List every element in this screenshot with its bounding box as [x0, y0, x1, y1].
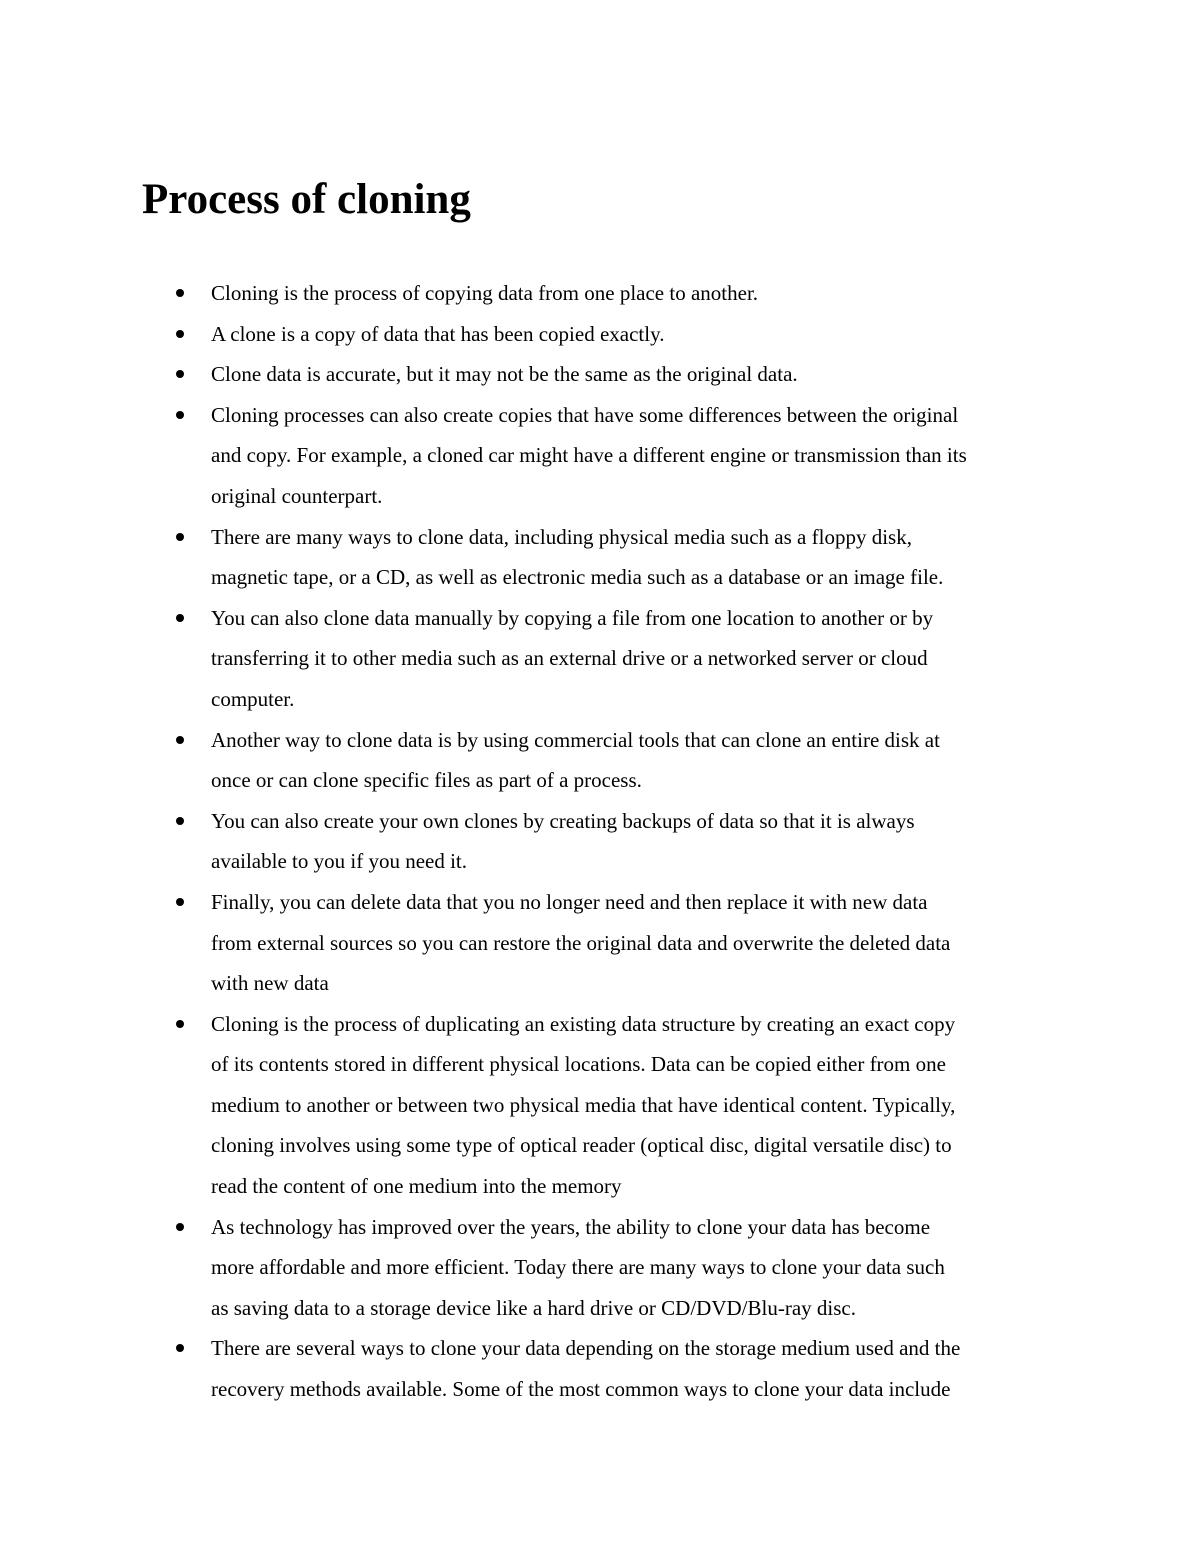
bullet-text-line: Cloning is the process of copying data from one place to another.: [211, 281, 759, 305]
bullet-dot-icon: [176, 330, 184, 338]
bullet-dot-icon: [176, 736, 184, 744]
bullet-text-line: There are several ways to clone your data depending on the storage medium used and the: [211, 1336, 961, 1361]
bullet-dot-icon: [176, 1344, 184, 1352]
bullet-text-line: read the content of one medium into the memory: [211, 1174, 622, 1199]
bullet-dot-icon: [176, 1223, 184, 1231]
bullet-text-line: You can also create your own clones by creating backups of data so that it is always: [211, 808, 915, 833]
list-item: [0, 273, 1200, 314]
bullet-text-line: more affordable and more efficient. Today there are many ways to clone your data such: [211, 1255, 945, 1280]
bullet-text-line: Clone data is accurate, but it may not be the same as the original data.: [211, 362, 798, 387]
list-item: [0, 598, 1200, 720]
bullet-text-line: cloning involves using some type of optical reader (optical disc, digital versatile disc) to: [211, 1133, 952, 1158]
bullet-text-line: A clone is a copy of data that has been copied exactly.: [211, 321, 665, 346]
bullet-dot-icon: [176, 1020, 184, 1028]
bullet-text-line: Cloning is the process of duplicating an existing data structure by creating an exact copy: [211, 1011, 956, 1036]
bullet-dot-icon: [176, 533, 184, 541]
bullet-dot-icon: [176, 614, 184, 622]
bullet-text-line: There are many ways to clone data, including physical media such as a floppy disk,: [211, 524, 912, 549]
bullet-dot-icon: [176, 370, 184, 378]
bullet-text-line: Another way to clone data is by using commercial tools that can clone an entire disk at: [211, 727, 940, 752]
list-item: [0, 1328, 1200, 1409]
bullet-text-line: and copy. For example, a cloned car might have a different engine or transmission than its: [211, 443, 967, 468]
bullet-dot-icon: [176, 817, 184, 825]
bullet-text-line: medium to another or between two physical media that have identical content. Typically,: [211, 1092, 956, 1117]
list-item: [0, 1207, 1200, 1329]
bullet-text-line: Cloning processes can also create copies that have some differences between the original: [211, 402, 959, 427]
bullet-dot-icon: [176, 898, 184, 906]
list-item: [0, 517, 1200, 598]
bullet-dot-icon: [176, 411, 184, 419]
list-item: [0, 395, 1200, 517]
bullet-text-line: Finally, you can delete data that you no longer need and then replace it with new data: [211, 889, 928, 914]
list-item: [0, 314, 1200, 355]
bullet-text-line: available to you if you need it.: [211, 849, 468, 874]
bullet-text-line: original counterpart.: [211, 483, 383, 508]
bullet-dot-icon: [176, 289, 184, 297]
bullet-text-line: once or can clone specific files as part of a process.: [211, 768, 642, 793]
list-item: [0, 1004, 1200, 1207]
bullet-text-line: magnetic tape, or a CD, as well as electronic media such as a database or an image file.: [211, 565, 944, 590]
bullet-text-line: As technology has improved over the years, the ability to clone your data has become: [211, 1214, 931, 1239]
bullet-text-line: transferring it to other media such as an external drive or a networked server or cloud: [211, 646, 928, 671]
list-item: [0, 882, 1200, 1004]
bullet-text-line: from external sources so you can restore the original data and overwrite the deleted data: [211, 930, 951, 955]
bullet-list: [0, 273, 1200, 1410]
list-item: [0, 720, 1200, 801]
bullet-text-line: of its contents stored in different physical locations. Data can be copied either from one: [211, 1052, 946, 1077]
bullet-text-line: as saving data to a storage device like a hard drive or CD/DVD/Blu-ray disc.: [211, 1295, 856, 1320]
bullet-text-line: You can also clone data manually by copying a file from one location to another or by: [211, 605, 934, 630]
bullet-text-line: with new data: [211, 971, 329, 996]
page-title: Process of cloning: [142, 176, 471, 223]
bullet-text-line: computer.: [211, 686, 295, 711]
bullet-text-line: recovery methods available. Some of the most common ways to clone your data include: [211, 1377, 951, 1402]
list-item: [0, 354, 1200, 395]
list-item: [0, 801, 1200, 882]
